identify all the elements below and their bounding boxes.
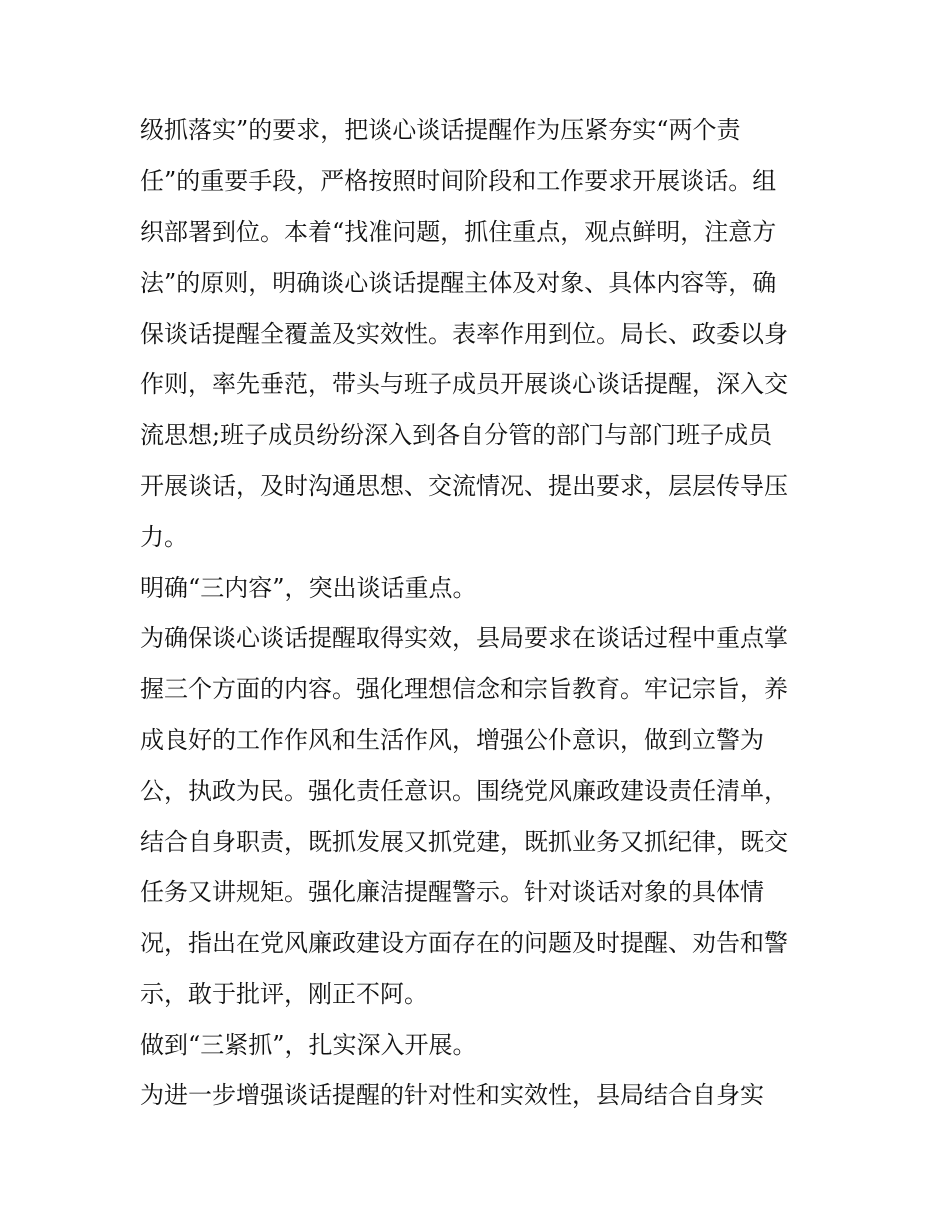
text-line: 力。 bbox=[140, 523, 188, 552]
text-line: 任”的重要手段，严格按照时间阶段和工作要求开展谈话。组 bbox=[140, 166, 777, 195]
section-heading: 做到“三紧抓”，扎实深入开展。 bbox=[140, 1031, 477, 1060]
section-heading: 明确“三内容”，突出谈话重点。 bbox=[140, 574, 477, 603]
body-text bbox=[140, 105, 830, 1121]
text-line: 为确保谈心谈话提醒取得实效，县局要求在谈话过程中重点掌 bbox=[140, 624, 788, 653]
text-line: 成良好的工作作风和生活作风，增强公仆意识，做到立警为 bbox=[140, 725, 764, 754]
text-line: 结合自身职责，既抓发展又抓党建，既抓业务又抓纪律，既交 bbox=[140, 827, 788, 856]
text-line: 作则，率先垂范，带头与班子成员开展谈心谈话提醒，深入交 bbox=[140, 370, 788, 399]
text-line: 任务又讲规矩。强化廉洁提醒警示。针对谈话对象的具体情 bbox=[140, 878, 764, 907]
text-line: 为进一步增强谈话提醒的针对性和实效性，县局结合自身实 bbox=[140, 1081, 764, 1110]
text-line: 况，指出在党风廉政建设方面存在的问题及时提醒、劝告和警 bbox=[140, 929, 788, 958]
text-line: 公，执政为民。强化责任意识。围绕党风廉政建设责任清单， bbox=[140, 776, 788, 805]
text-line: 流思想;班子成员纷纷深入到各自分管的部门与部门班子成员 bbox=[140, 421, 773, 450]
text-line: 级抓落实”的要求，把谈心谈话提醒作为压紧夯实“两个责 bbox=[140, 116, 741, 144]
text-line: 开展谈话，及时沟通思想、交流情况、提出要求，层层传导压 bbox=[140, 472, 788, 501]
text-line: 握三个方面的内容。强化理想信念和宗旨教育。牢记宗旨，养 bbox=[140, 674, 788, 703]
text-line: 保谈话提醒全覆盖及实效性。表率作用到位。局长、政委以身 bbox=[140, 319, 788, 348]
text-line: 法”的原则，明确谈心谈话提醒主体及对象、具体内容等，确 bbox=[140, 268, 777, 297]
text-line: 织部署到位。本着“找准问题，抓住重点，观点鲜明，注意方 bbox=[140, 217, 777, 246]
text-line: 示，敢于批评，刚正不阿。 bbox=[140, 980, 428, 1009]
